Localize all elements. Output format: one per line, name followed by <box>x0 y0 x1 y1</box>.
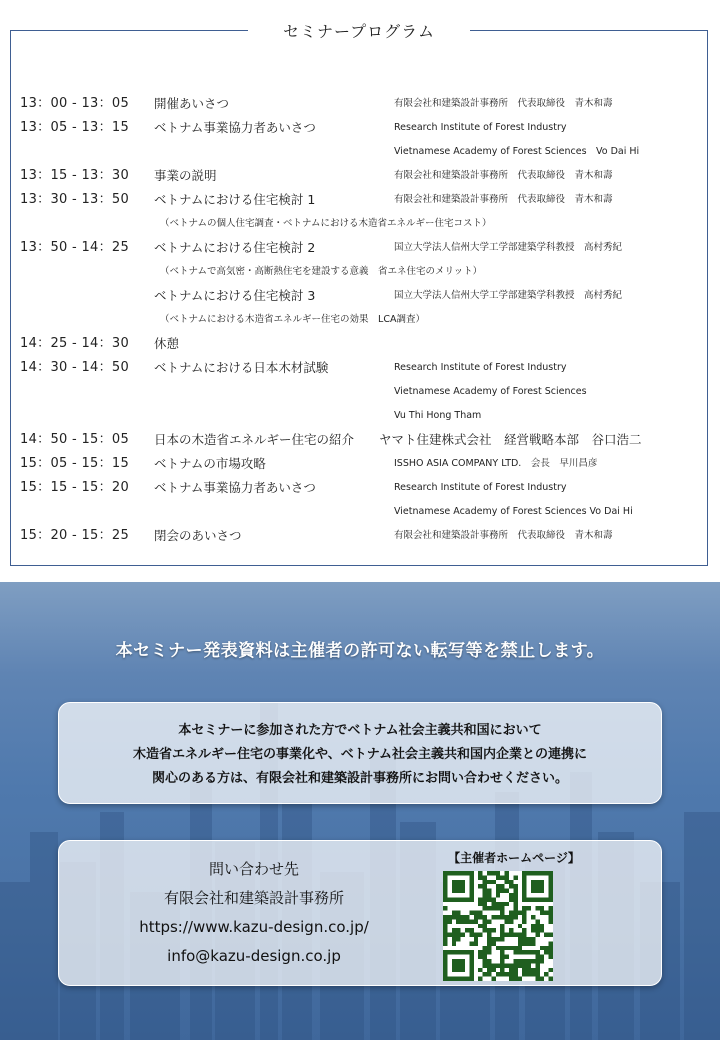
schedule-row <box>0 500 720 524</box>
homepage-label: 【主催者ホームページ】 <box>448 851 580 865</box>
schedule-row <box>0 404 720 428</box>
schedule-title: ベトナムの市場攻略 <box>154 456 266 471</box>
invite-line-2: 木造省エネルギー住宅の事業化や、ベトナム社会主義共和国内企業との連携に <box>132 747 588 762</box>
schedule-time: 13：00 - 13：05 <box>20 96 130 111</box>
schedule-title: ベトナムにおける住宅検討 1 <box>154 192 316 207</box>
schedule-list <box>0 92 720 548</box>
schedule-speaker: 有限会社和建築設計事務所 代表取締役 青木和壽 <box>394 98 613 109</box>
schedule-row <box>0 356 720 380</box>
contact-email-link[interactable]: info@kazu-design.co.jp <box>167 947 341 965</box>
schedule-row <box>0 428 720 452</box>
contact-url-link[interactable]: https://www.kazu-design.co.jp/ <box>139 918 369 936</box>
schedule-row <box>0 380 720 404</box>
schedule-speaker: 有限会社和建築設計事務所 代表取締役 青木和壽 <box>394 194 613 205</box>
contact-box <box>58 840 662 986</box>
schedule-time: 13：50 - 14：25 <box>20 240 130 255</box>
bottom-banner <box>0 582 720 1040</box>
schedule-speaker: Vietnamese Academy of Forest Sciences Vo Dai Hi <box>394 506 633 517</box>
program-title: セミナープログラム <box>248 18 470 46</box>
schedule-row <box>0 236 720 260</box>
schedule-speaker: Research Institute of Forest Industry <box>394 482 567 493</box>
schedule-row <box>0 140 720 164</box>
schedule-row <box>0 212 720 236</box>
qr-code-icon[interactable] <box>443 871 553 981</box>
schedule-row <box>0 92 720 116</box>
contact-company: 有限会社和建築設計事務所 <box>163 889 344 907</box>
schedule-speaker: ISSHO ASIA COMPANY LTD. 会長 早川昌彦 <box>394 458 598 469</box>
schedule-row <box>0 284 720 308</box>
schedule-row <box>0 260 720 284</box>
schedule-speaker: Research Institute of Forest Industry <box>394 122 567 133</box>
schedule-time: 15：15 - 15：20 <box>20 480 130 495</box>
schedule-title: 休憩 <box>154 336 180 351</box>
schedule-speaker: Vietnamese Academy of Forest Sciences Vo Dai Hi <box>394 146 640 157</box>
schedule-row <box>0 452 720 476</box>
schedule-speaker: 国立大学法人信州大学工学部建築学科教授 高村秀紀 <box>394 290 623 301</box>
copyright-notice: 本セミナー発表資料は主催者の許可ない転写等を禁止します。 <box>115 641 605 661</box>
schedule-speaker: Vietnamese Academy of Forest Sciences <box>394 386 587 397</box>
schedule-row <box>0 164 720 188</box>
schedule-title: ベトナムにおける住宅検討 3 <box>154 288 316 303</box>
schedule-speaker: 有限会社和建築設計事務所 代表取締役 青木和壽 <box>394 170 613 181</box>
schedule-title: ベトナムにおける住宅検討 2 <box>154 240 316 255</box>
schedule-row <box>0 524 720 548</box>
schedule-time: 15：20 - 15：25 <box>20 528 130 543</box>
invite-line-3: 関心のある方は、有限会社和建築設計事務所にお問い合わせください。 <box>151 771 568 786</box>
schedule-time: 13：05 - 13：15 <box>20 120 130 135</box>
contact-text <box>89 855 419 971</box>
schedule-time: 14：30 - 14：50 <box>20 360 130 375</box>
schedule-title: 開催あいさつ <box>154 96 230 111</box>
schedule-row <box>0 332 720 356</box>
schedule-subtitle: （ベトナムで高気密・高断熱住宅を建設する意義 省エネ住宅のメリット） <box>160 266 483 277</box>
schedule-subtitle: （ベトナムの個人住宅調査・ベトナムにおける木造省エネルギー住宅コスト） <box>160 218 492 229</box>
invite-box <box>58 702 662 804</box>
schedule-title: 閉会のあいさつ <box>154 528 242 543</box>
schedule-time: 15：05 - 15：15 <box>20 456 130 471</box>
schedule-title: 日本の木造省エネルギー住宅の紹介 ヤマト住建株式会社 経営戦略本部 谷口浩二 <box>154 432 642 447</box>
schedule-speaker: 有限会社和建築設計事務所 代表取締役 青木和壽 <box>394 530 613 541</box>
schedule-row <box>0 116 720 140</box>
schedule-speaker: Research Institute of Forest Industry <box>394 362 567 373</box>
schedule-title: 事業の説明 <box>154 168 217 183</box>
schedule-title: ベトナム事業協力者あいさつ <box>154 480 316 495</box>
schedule-speaker: Vu Thi Hong Tham <box>394 410 482 421</box>
schedule-row <box>0 308 720 332</box>
schedule-time: 14：25 - 14：30 <box>20 336 130 351</box>
schedule-time: 13：15 - 13：30 <box>20 168 130 183</box>
schedule-title: ベトナム事業協力者あいさつ <box>154 120 316 135</box>
contact-heading: 問い合わせ先 <box>208 860 299 878</box>
invite-line-1: 本セミナーに参加された方でベトナム社会主義共和国において <box>178 723 542 738</box>
schedule-row <box>0 188 720 212</box>
schedule-title: ベトナムにおける日本木材試験 <box>154 360 329 375</box>
schedule-row <box>0 476 720 500</box>
schedule-time: 14：50 - 15：05 <box>20 432 130 447</box>
schedule-speaker: 国立大学法人信州大学工学部建築学科教授 高村秀紀 <box>394 242 623 253</box>
schedule-subtitle: （ベトナムにおける木造省エネルギー住宅の効果 LCA調査） <box>160 314 425 325</box>
schedule-time: 13：30 - 13：50 <box>20 192 130 207</box>
